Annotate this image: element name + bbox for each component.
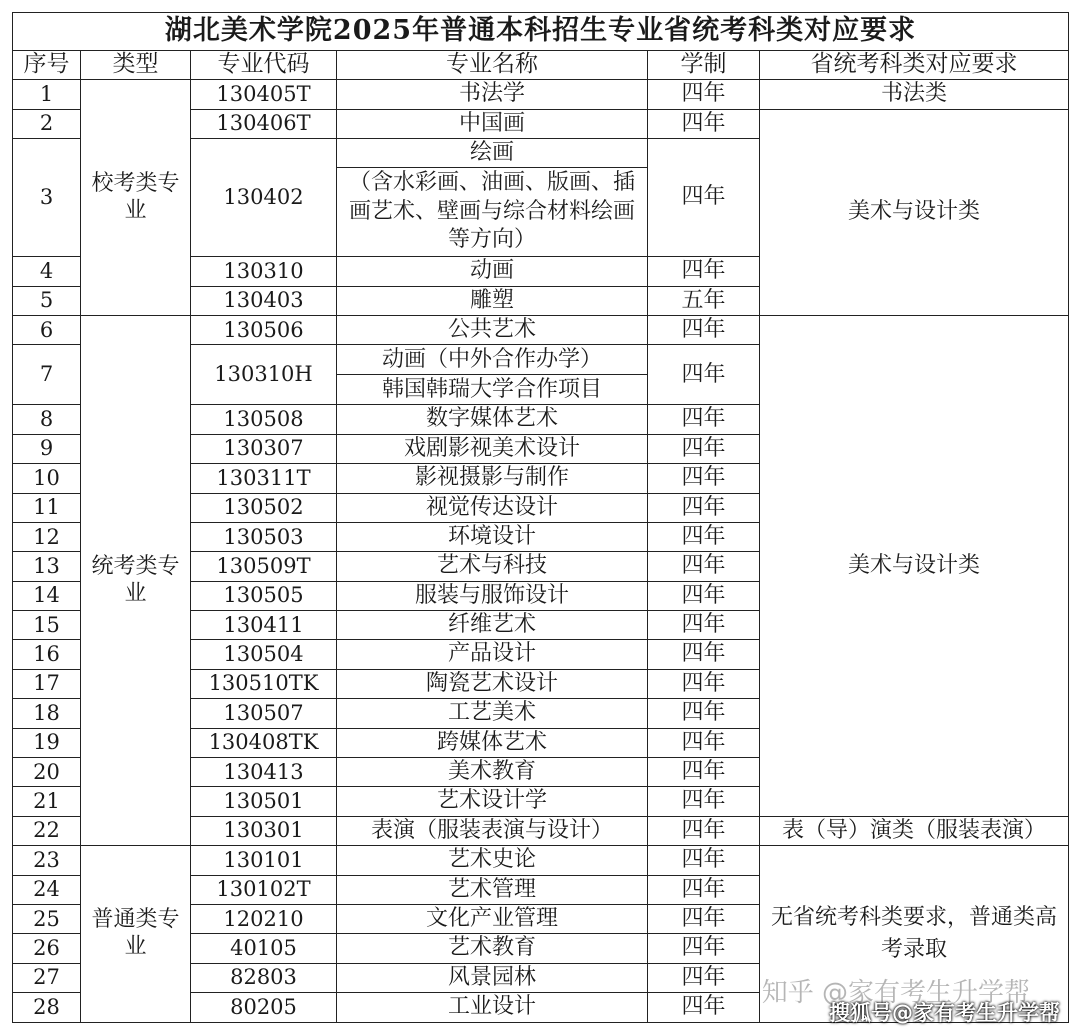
seq-cell: 18 bbox=[13, 699, 81, 728]
table-title: 湖北美术学院2025年普通本科招生专业省统考科类对应要求 bbox=[13, 13, 1069, 51]
seq-cell: 5 bbox=[13, 286, 81, 315]
seq-cell: 21 bbox=[13, 787, 81, 816]
code-cell: 130403 bbox=[191, 286, 337, 315]
duration-cell: 四年 bbox=[648, 846, 760, 875]
name-cell: 数字媒体艺术 bbox=[337, 405, 648, 434]
code-cell: 130408TK bbox=[191, 728, 337, 757]
table-row bbox=[13, 315, 1069, 344]
duration-cell: 四年 bbox=[648, 405, 760, 434]
duration-cell: 四年 bbox=[648, 640, 760, 669]
name-cell: 艺术设计学 bbox=[337, 787, 648, 816]
duration-cell: 四年 bbox=[648, 816, 760, 845]
duration-cell: 四年 bbox=[648, 875, 760, 904]
watermark-sohu: 搜狐号@家有考生升学帮 bbox=[829, 1001, 1060, 1025]
name-cell: 环境设计 bbox=[337, 522, 648, 551]
code-cell: 130509T bbox=[191, 552, 337, 581]
name-cell: 戏剧影视美术设计 bbox=[337, 434, 648, 463]
code-cell: 130402 bbox=[191, 139, 337, 257]
duration-cell: 五年 bbox=[648, 286, 760, 315]
header-name: 专业名称 bbox=[337, 51, 648, 80]
duration-cell: 四年 bbox=[648, 552, 760, 581]
duration-cell: 四年 bbox=[648, 315, 760, 344]
duration-cell: 四年 bbox=[648, 139, 760, 257]
name-cell: 艺术教育 bbox=[337, 934, 648, 963]
requirement-cell: 表（导）演类（服装表演） bbox=[760, 816, 1069, 845]
code-cell: 130102T bbox=[191, 875, 337, 904]
code-cell: 130310 bbox=[191, 257, 337, 286]
code-cell: 120210 bbox=[191, 904, 337, 933]
duration-cell: 四年 bbox=[648, 493, 760, 522]
duration-cell: 四年 bbox=[648, 109, 760, 138]
seq-cell: 9 bbox=[13, 434, 81, 463]
code-cell: 40105 bbox=[191, 934, 337, 963]
duration-cell: 四年 bbox=[648, 728, 760, 757]
name-main: 动画（中外合作办学） bbox=[381, 346, 602, 372]
name-cell: 工业设计 bbox=[337, 993, 648, 1022]
seq-cell: 26 bbox=[13, 934, 81, 963]
seq-cell: 7 bbox=[13, 345, 81, 405]
duration-cell: 四年 bbox=[648, 699, 760, 728]
seq-cell: 28 bbox=[13, 993, 81, 1022]
duration-cell: 四年 bbox=[648, 787, 760, 816]
name-cell: 书法学 bbox=[337, 80, 648, 109]
name-cell: 艺术史论 bbox=[337, 846, 648, 875]
name-cell: 视觉传达设计 bbox=[337, 493, 648, 522]
name-cell: 雕塑 bbox=[337, 286, 648, 315]
name-cell: 陶瓷艺术设计 bbox=[337, 669, 648, 698]
requirement-cell: 无省统考科类要求，普通类高考录取 bbox=[760, 846, 1069, 1022]
seq-cell: 8 bbox=[13, 405, 81, 434]
name-cell: 艺术与科技 bbox=[337, 552, 648, 581]
watermark-zhihu: 知乎 @家有考生升学帮 bbox=[761, 978, 1030, 1008]
duration-cell: 四年 bbox=[648, 581, 760, 610]
name-cell: 美术教育 bbox=[337, 758, 648, 787]
seq-cell: 25 bbox=[13, 904, 81, 933]
duration-cell: 四年 bbox=[648, 257, 760, 286]
seq-cell: 20 bbox=[13, 758, 81, 787]
code-cell: 130510TK bbox=[191, 669, 337, 698]
seq-cell: 6 bbox=[13, 315, 81, 344]
seq-cell: 14 bbox=[13, 581, 81, 610]
name-cell: 产品设计 bbox=[337, 640, 648, 669]
name-cell bbox=[337, 345, 648, 405]
duration-cell: 四年 bbox=[648, 963, 760, 992]
name-cell: 纤维艺术 bbox=[337, 611, 648, 640]
code-cell: 130508 bbox=[191, 405, 337, 434]
seq-cell: 15 bbox=[13, 611, 81, 640]
duration-cell: 四年 bbox=[648, 993, 760, 1022]
duration-cell: 四年 bbox=[648, 934, 760, 963]
code-cell: 130101 bbox=[191, 846, 337, 875]
seq-cell: 17 bbox=[13, 669, 81, 698]
code-cell: 130503 bbox=[191, 522, 337, 551]
name-cell: 公共艺术 bbox=[337, 315, 648, 344]
duration-cell: 四年 bbox=[648, 464, 760, 493]
name-cell: 跨媒体艺术 bbox=[337, 728, 648, 757]
name-sub: （含水彩画、油画、版画、插画艺术、壁画与综合材料绘画等方向） bbox=[337, 167, 647, 256]
table-row bbox=[13, 80, 1069, 109]
seq-cell: 19 bbox=[13, 728, 81, 757]
header-seq: 序号 bbox=[13, 51, 81, 80]
header-requirement: 省统考科类对应要求 bbox=[760, 51, 1069, 80]
code-cell: 130505 bbox=[191, 581, 337, 610]
seq-cell: 27 bbox=[13, 963, 81, 992]
seq-cell: 12 bbox=[13, 522, 81, 551]
code-cell: 130301 bbox=[191, 816, 337, 845]
name-cell: 文化产业管理 bbox=[337, 904, 648, 933]
duration-cell: 四年 bbox=[648, 904, 760, 933]
table-row bbox=[13, 846, 1069, 875]
seq-cell: 3 bbox=[13, 139, 81, 257]
seq-cell: 13 bbox=[13, 552, 81, 581]
code-cell: 130506 bbox=[191, 315, 337, 344]
duration-cell: 四年 bbox=[648, 611, 760, 640]
code-cell: 130504 bbox=[191, 640, 337, 669]
requirement-cell: 书法类 bbox=[760, 80, 1069, 109]
name-cell: 艺术管理 bbox=[337, 875, 648, 904]
code-cell: 130406T bbox=[191, 109, 337, 138]
duration-cell: 四年 bbox=[648, 522, 760, 551]
seq-cell: 10 bbox=[13, 464, 81, 493]
name-cell: 表演（服装表演与设计） bbox=[337, 816, 648, 845]
name-sub: 韩国韩瑞大学合作项目 bbox=[337, 374, 647, 404]
duration-cell: 四年 bbox=[648, 80, 760, 109]
requirement-cell: 美术与设计类 bbox=[760, 109, 1069, 315]
seq-cell: 11 bbox=[13, 493, 81, 522]
code-cell: 130502 bbox=[191, 493, 337, 522]
name-cell: 风景园林 bbox=[337, 963, 648, 992]
duration-cell: 四年 bbox=[648, 434, 760, 463]
header-code: 专业代码 bbox=[191, 51, 337, 80]
code-cell: 130307 bbox=[191, 434, 337, 463]
code-cell: 130501 bbox=[191, 787, 337, 816]
seq-cell: 1 bbox=[13, 80, 81, 109]
seq-cell: 16 bbox=[13, 640, 81, 669]
code-cell: 130310H bbox=[191, 345, 337, 405]
header-type: 类型 bbox=[81, 51, 191, 80]
duration-cell: 四年 bbox=[648, 345, 760, 405]
code-cell: 130311T bbox=[191, 464, 337, 493]
name-cell: 服装与服饰设计 bbox=[337, 581, 648, 610]
group-cell-general: 普通类专业 bbox=[81, 846, 191, 1022]
name-cell: 影视摄影与制作 bbox=[337, 464, 648, 493]
seq-cell: 2 bbox=[13, 109, 81, 138]
group-cell-unified-exam: 统考类专业 bbox=[81, 315, 191, 845]
name-cell bbox=[337, 139, 648, 257]
code-cell: 80205 bbox=[191, 993, 337, 1022]
name-main: 绘画 bbox=[469, 139, 514, 165]
code-cell: 82803 bbox=[191, 963, 337, 992]
code-cell: 130507 bbox=[191, 699, 337, 728]
code-cell: 130413 bbox=[191, 758, 337, 787]
code-cell: 130411 bbox=[191, 611, 337, 640]
requirement-cell: 美术与设计类 bbox=[760, 315, 1069, 816]
name-cell: 动画 bbox=[337, 257, 648, 286]
group-cell-school-exam: 校考类专业 bbox=[81, 80, 191, 316]
seq-cell: 4 bbox=[13, 257, 81, 286]
seq-cell: 24 bbox=[13, 875, 81, 904]
seq-cell: 22 bbox=[13, 816, 81, 845]
admissions-table bbox=[12, 12, 1069, 1023]
name-cell: 中国画 bbox=[337, 109, 648, 138]
header-duration: 学制 bbox=[648, 51, 760, 80]
duration-cell: 四年 bbox=[648, 758, 760, 787]
duration-cell: 四年 bbox=[648, 669, 760, 698]
code-cell: 130405T bbox=[191, 80, 337, 109]
seq-cell: 23 bbox=[13, 846, 81, 875]
name-cell: 工艺美术 bbox=[337, 699, 648, 728]
